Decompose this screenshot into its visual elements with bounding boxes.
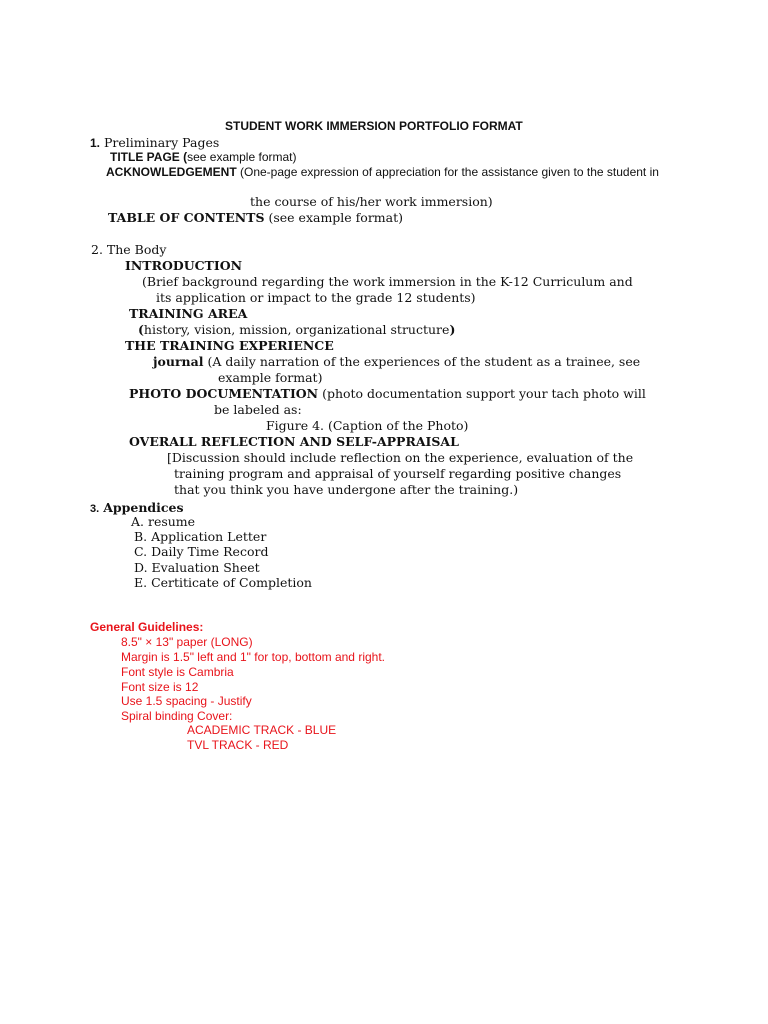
photo-documentation-line1	[129, 388, 646, 401]
section-label: Preliminary Pages	[104, 135, 220, 150]
guideline-item: Font size is 12	[121, 680, 199, 694]
document-title: STUDENT WORK IMMERSION PORTFOLIO FORMAT	[225, 119, 523, 133]
introduction-heading: INTRODUCTION	[125, 258, 243, 273]
toc-label: TABLE OF CONTENTS	[108, 210, 265, 225]
photo-documentation-line2: be labeled as:	[214, 402, 302, 417]
toc-text: (see example format)	[264, 210, 404, 225]
appendix-item: C. Daily Time Record	[134, 544, 269, 559]
training-experience-heading: THE TRAINING EXPERIENCE	[125, 338, 334, 353]
figure-caption-example: Figure 4. (Caption of the Photo)	[266, 418, 469, 433]
appendix-item: D. Evaluation Sheet	[134, 560, 260, 575]
photo-documentation-text: (photo documentation support your tach photo will	[318, 386, 646, 401]
appendix-item: E. Certiticate of Completion	[134, 575, 312, 590]
appendix-item: A. resume	[131, 514, 196, 529]
guideline-item: 8.5" × 13" paper (LONG)	[121, 635, 253, 649]
guideline-item: Font style is Cambria	[121, 665, 234, 679]
section-the-body: 2. The Body	[91, 242, 167, 257]
photo-documentation-heading: PHOTO DOCUMENTATION	[129, 386, 319, 401]
section-number: 3.	[90, 503, 100, 515]
reflection-heading: OVERALL REFLECTION AND SELF-APPRAISAL	[129, 434, 459, 449]
reflection-text-line2: training program and appraisal of yourself regarding positive changes	[174, 466, 622, 481]
toc-line	[108, 212, 403, 225]
reflection-text-line3: that you think you have undergone after the training.)	[174, 482, 519, 497]
section-preliminary-pages	[90, 135, 219, 151]
title-page-label: TITLE PAGE (	[110, 150, 188, 164]
guidelines-heading: General Guidelines:	[90, 620, 204, 634]
title-page-text: see example format)	[187, 150, 297, 164]
paren-close: )	[449, 322, 456, 337]
guideline-item: Margin is 1.5" left and 1" for top, bottom and right.	[121, 650, 385, 664]
section-label: Appendices	[103, 500, 184, 515]
guideline-item: Spiral binding Cover:	[121, 709, 233, 723]
acknowledgement-label: ACKNOWLEDGEMENT	[106, 165, 237, 179]
guideline-item: Use 1.5 spacing - Justify	[121, 694, 252, 708]
track-color-item: TVL TRACK - RED	[187, 738, 289, 752]
acknowledgement-text: (One-page expression of appreciation for the assistance given to the student in	[236, 165, 659, 179]
training-area-text	[138, 324, 455, 337]
acknowledgement-line	[106, 166, 659, 178]
appendix-item: B. Application Letter	[134, 529, 267, 544]
track-color-item: ACADEMIC TRACK - BLUE	[187, 723, 337, 737]
training-area-content: history, vision, mission, organizational structure	[143, 322, 450, 337]
introduction-text-line2: its application or impact to the grade 12 students)	[156, 290, 476, 305]
journal-label: journal	[153, 354, 204, 369]
journal-line2: example format)	[218, 370, 323, 385]
title-page-line	[110, 151, 297, 163]
paren-open: (	[138, 322, 144, 337]
section-number: 1.	[90, 136, 101, 150]
reflection-text-line1: [Discussion should include reflection on the experience, evaluation of the	[167, 450, 634, 465]
acknowledgement-continuation: the course of his/her work immersion)	[250, 194, 493, 209]
journal-text: (A daily narration of the experiences of the student as a trainee, see	[203, 354, 641, 369]
introduction-text-line1: (Brief background regarding the work immersion in the K-12 Curriculum and	[142, 274, 633, 289]
journal-line1	[153, 356, 640, 369]
training-area-heading: TRAINING AREA	[129, 306, 248, 321]
